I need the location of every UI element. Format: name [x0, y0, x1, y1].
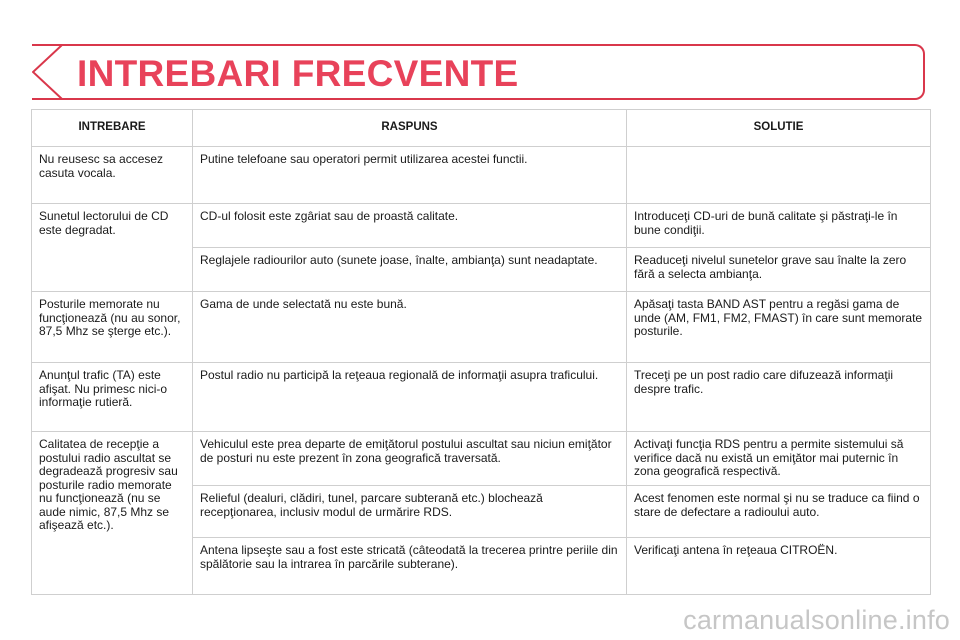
page-title: INTREBARI FRECVENTE	[77, 53, 519, 94]
answer-cell: Postul radio nu participă la reţeaua regională de informaţii asupra traficului.	[193, 363, 627, 432]
question-cell: Anunţul trafic (TA) este afişat. Nu primesc nici-o informaţie rutieră.	[32, 363, 193, 432]
column-header-answer: RASPUNS	[193, 110, 627, 147]
table-row	[32, 204, 931, 248]
solution-cell: Readuceţi nivelul sunetelor grave sau înalte la zero fără a selecta ambianţa.	[627, 248, 931, 292]
solution-cell: Apăsaţi tasta BAND AST pentru a regăsi gama de unde (AM, FM1, FM2, FMAST) în care sunt memorate posturile.	[627, 292, 931, 363]
column-header-question: INTREBARE	[32, 110, 193, 147]
answer-cell: Gama de unde selectată nu este bună.	[193, 292, 627, 363]
answer-cell: Reglajele radiourilor auto (sunete joase, înalte, ambianţa) sunt neadaptate.	[193, 248, 627, 292]
faq-table	[31, 109, 931, 595]
solution-cell: Introduceţi CD-uri de bună calitate şi păstraţi-le în bune condiţii.	[627, 204, 931, 248]
question-cell: Posturile memorate nu funcţionează (nu au sonor, 87,5 Mhz se şterge etc.).	[32, 292, 193, 363]
column-header-solution: SOLUTIE	[627, 110, 931, 147]
answer-cell: Relieful (dealuri, clădiri, tunel, parcare subterană etc.) blochează recepţionarea, inclusiv modul de urmărire RDS.	[193, 486, 627, 538]
table-row	[32, 363, 931, 432]
answer-cell: Vehiculul este prea departe de emiţătorul postului ascultat sau niciun emiţător de posturi nu este prezent în zona geografică traversată.	[193, 432, 627, 486]
table-header-row	[32, 110, 931, 147]
watermark-text: carmanualsonline.info	[683, 605, 950, 635]
solution-cell: Activaţi funcţia RDS pentru a permite sistemului să verifice dacă nu există un emiţător mai puternic în zona geografică respectivă.	[627, 432, 931, 486]
solution-cell: Verificaţi antena în reţeaua CITROËN.	[627, 538, 931, 595]
table-row	[32, 147, 931, 204]
solution-cell: Treceţi pe un post radio care difuzează informaţii despre trafic.	[627, 363, 931, 432]
solution-cell: Acest fenomen este normal şi nu se traduce ca fiind o stare de defectare a radioului auto.	[627, 486, 931, 538]
table-row	[32, 432, 931, 486]
table-row	[32, 292, 931, 363]
answer-cell: CD-ul folosit este zgâriat sau de proastă calitate.	[193, 204, 627, 248]
question-cell: Calitatea de recepţie a postului radio ascultat se degradează progresiv sau posturile radio memorate nu funcţionează (nu se aude nimic, 87,5 Mhz se afişează etc.).	[32, 432, 193, 595]
solution-cell	[627, 147, 931, 204]
answer-cell: Antena lipseşte sau a fost este stricată (câteodată la trecerea printre periile din spălătorie sau la intrarea în parcările subterane).	[193, 538, 627, 595]
question-cell: Sunetul lectorului de CD este degradat.	[32, 204, 193, 292]
question-cell: Nu reusesc sa accesez casuta vocala.	[32, 147, 193, 204]
answer-cell: Putine telefoane sau operatori permit utilizarea acestei functii.	[193, 147, 627, 204]
